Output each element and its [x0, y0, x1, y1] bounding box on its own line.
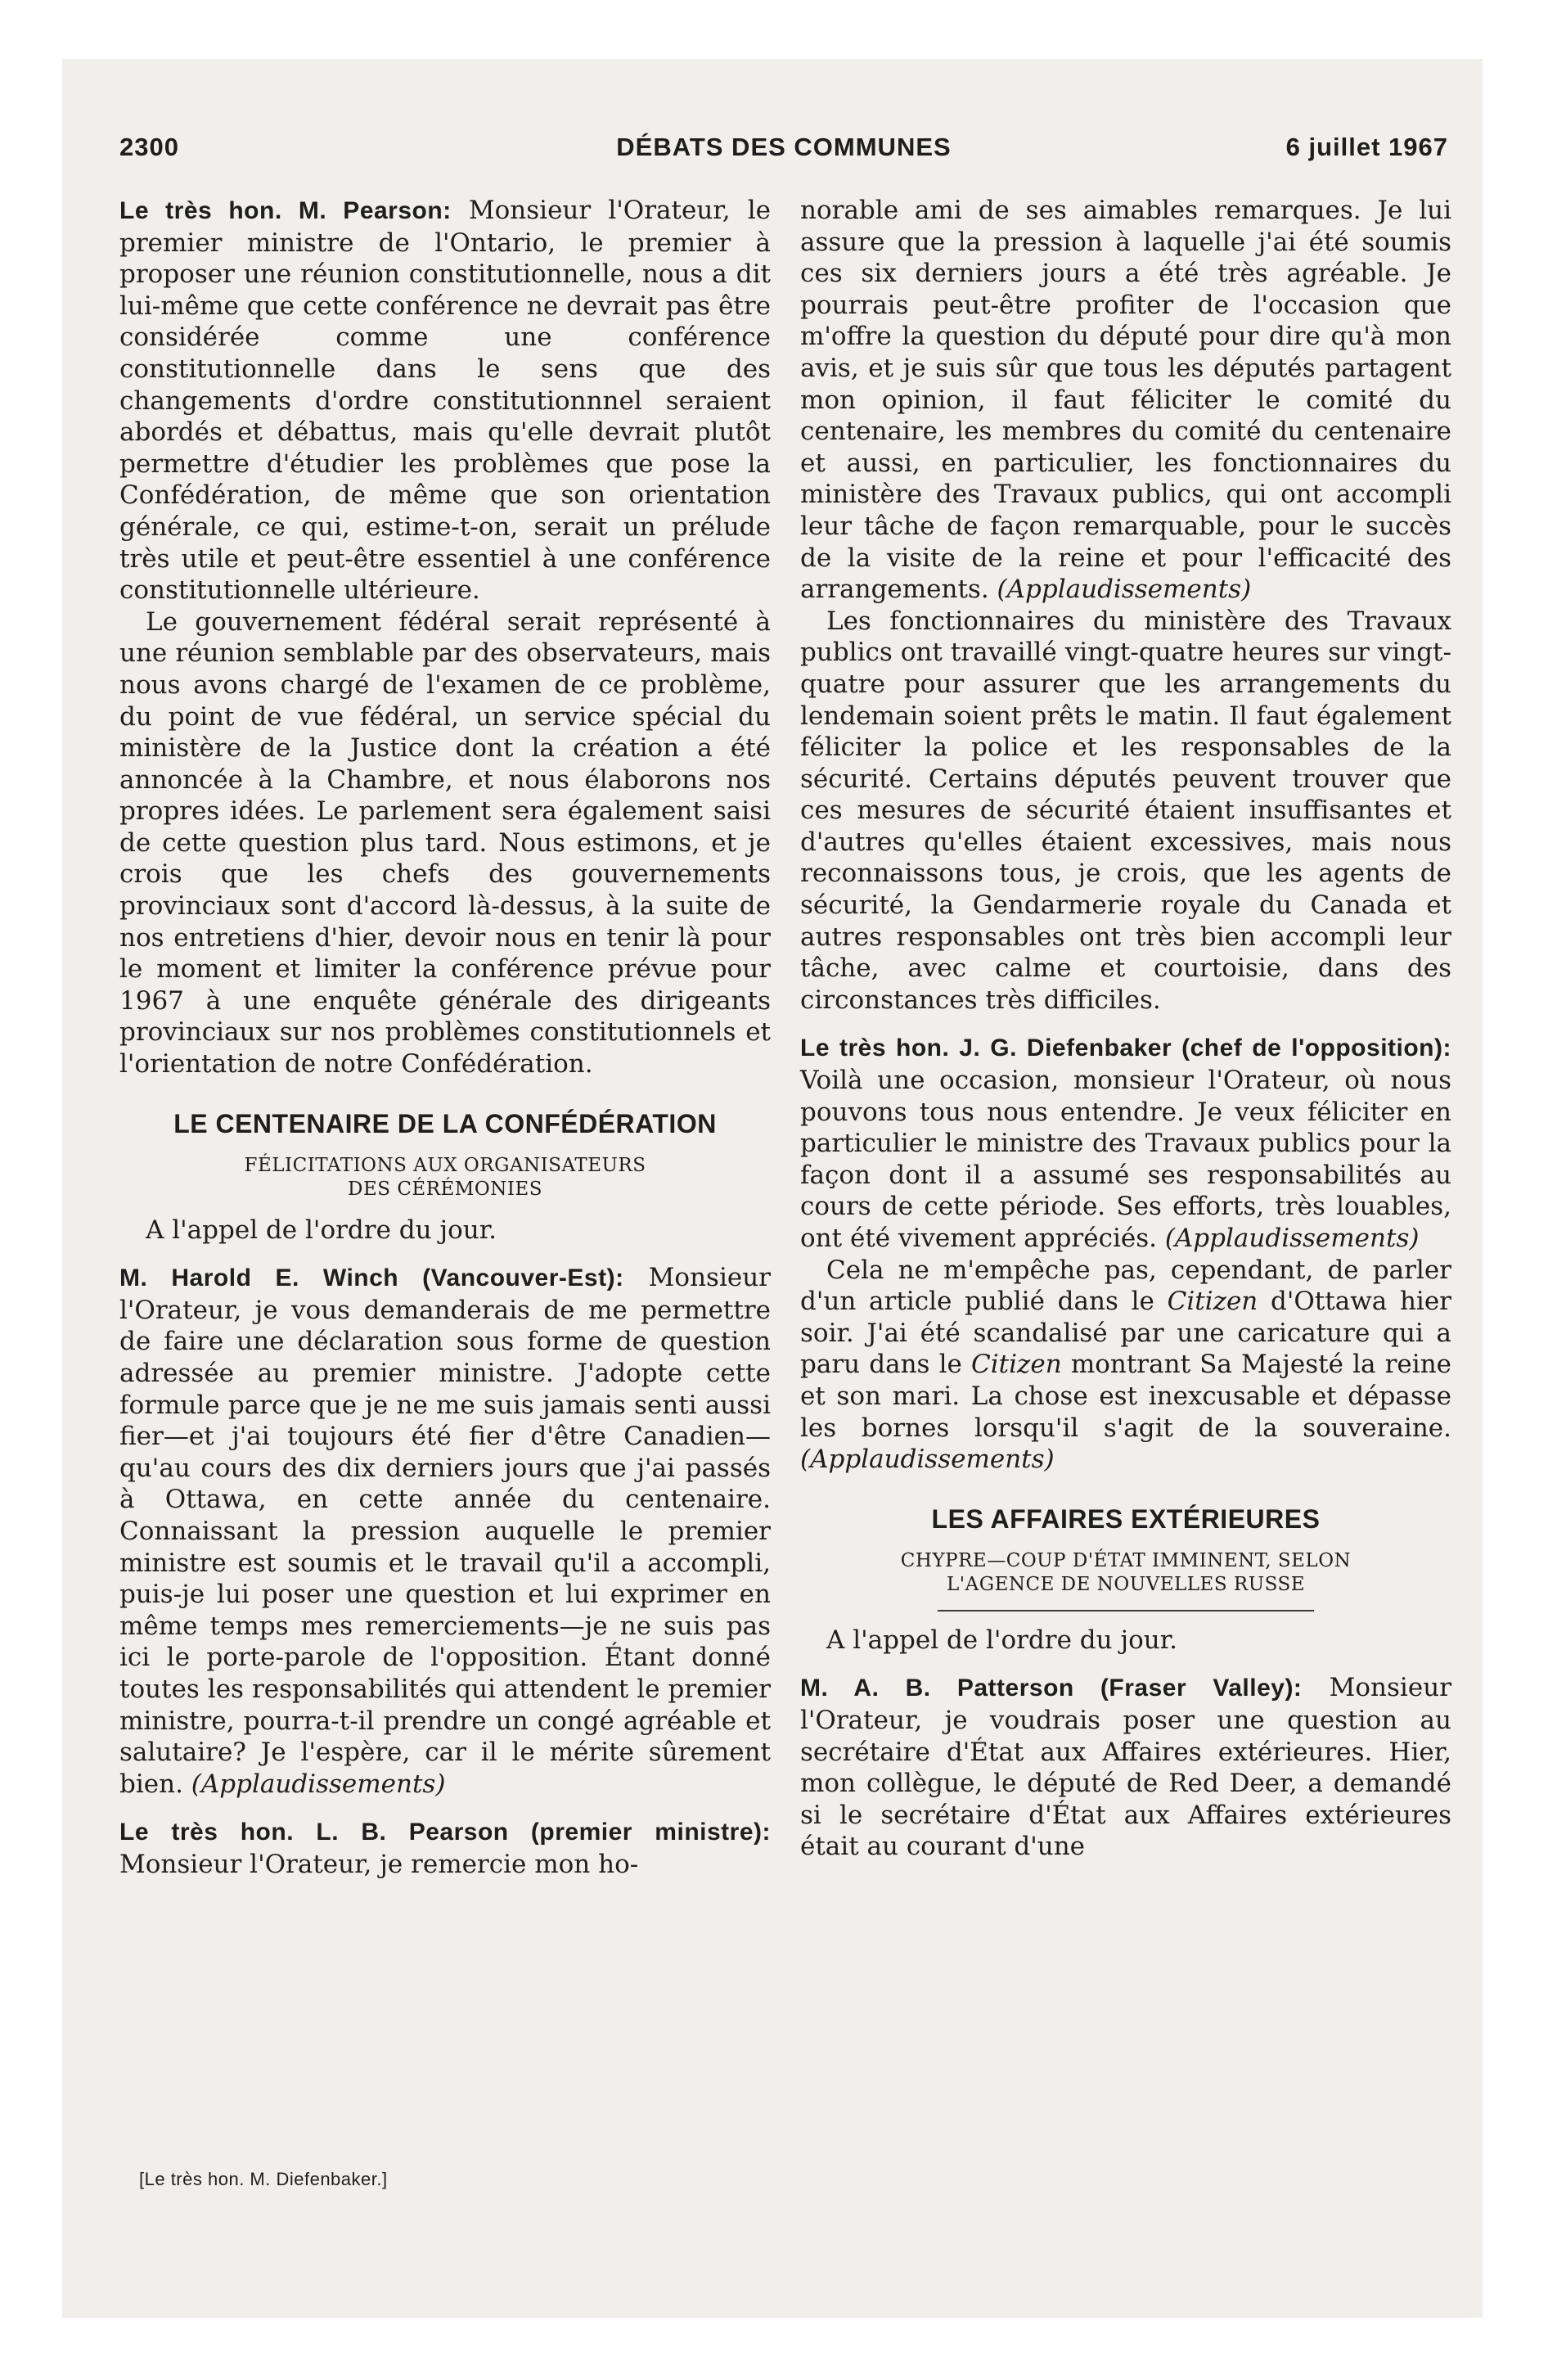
speaker-name: Le très hon. M. Pearson: — [119, 197, 452, 224]
left-column — [119, 195, 771, 1881]
paragraph — [800, 1255, 1451, 1476]
subheading-line: CHYPRE—COUP D'ÉTAT IMMINENT, SELON — [900, 1549, 1352, 1571]
speech-text: d'Ottawa hier soir. J'ai été scandalisé par une caricature qui a paru dans le — [800, 1287, 1451, 1380]
journal-title: DÉBATS DES COMMUNES — [616, 133, 952, 161]
subheading-line: FÉLICITATIONS AUX ORGANISATEURS — [244, 1154, 646, 1176]
speech-text: Cela ne m'empêche pas, cependant, de parler d'un article publié dans le — [800, 1255, 1451, 1317]
subheading-line: L'AGENCE DE NOUVELLES RUSSE — [946, 1573, 1305, 1595]
speech-text: Voilà une occasion, monsieur l'Orateur, où nous pouvons tous nous entendre. Je veux féliciter en particulier le ministre des Travaux publics pour la façon dont il a assumé ses responsabilités au cours de cette période. Ses efforts, très louables, ont été vivement appréciés. — [800, 1066, 1451, 1253]
right-column — [800, 195, 1451, 1863]
speech-text: Monsieur l'Orateur, le premier ministre de l'Ontario, le premier à proposer une réunion constitutionnelle, nous a dit lui-même que cette conférence ne devrait pas être considérée comme une conférence constitutionnelle dans le sens que des changements d'ordre constitutionnnel seraient abordés et débattus, mais qu'elle devrait plutôt permettre d'étudier les problèmes que pose la Confédération, de même que son orientation générale, ce qui, estime-t-on, serait un prélude très utile et peut-être essentiel à une conférence constitutionnelle ultérieure. — [119, 196, 771, 606]
applause-note: (Applaudissements) — [800, 1445, 1055, 1475]
speech-text: montrant Sa Majesté la reine et son mari. La chose est inexcusable et dépasse les bornes lorsqu'il s'agit de la souveraine. — [800, 1350, 1452, 1443]
speaker-name: Le très hon. L. B. Pearson (premier ministre): — [119, 1819, 771, 1846]
issue-date: 6 juillet 1967 — [1285, 133, 1448, 161]
applause-note: (Applaudissements) — [1164, 1224, 1420, 1253]
paragraph — [800, 195, 1451, 606]
order-of-day: A l'appel de l'ordre du jour. — [826, 1625, 1177, 1655]
speech-text: Monsieur l'Orateur, je remercie mon ho- — [119, 1849, 639, 1879]
order-of-day: A l'appel de l'ordre du jour. — [146, 1215, 497, 1245]
speaker-name: Le très hon. J. G. Diefenbaker (chef de l'opposition): — [800, 1034, 1451, 1062]
page-header — [119, 133, 1448, 174]
speech-text: Monsieur l'Orateur, je voudrais poser une question au secrétaire d'État aux Affaires extérieures. Hier, mon collègue, le député de Red Deer, a demandé si le secrétaire d'État aux Affaires extérieures était au courant d'une — [800, 1673, 1451, 1862]
paragraph — [119, 1262, 771, 1800]
speaker-name: M. A. B. Patterson (Fraser Valley): — [800, 1675, 1303, 1702]
speech-text: norable ami de ses aimables remarques. Je lui assure que la pression à laquelle j'ai été soumis ces six derniers jours a été très agréable. Je pourrais peut-être profiter de l'occasion que m'offre la question du député pour dire qu'à mon avis, et je suis sûr que tous les députés partagent mon opinion, il faut féliciter le comité du centenaire, les membres du comité du centenaire et aussi, en particulier, les fonctionnaires du ministère des Travaux publics, qui ont accompli leur tâche de façon remarquable, pour le succès de la visite de la reine et pour l'efficacité des arrangements. — [800, 196, 1451, 605]
paragraph: Le gouvernement fédéral serait représenté à une réunion semblable par des observateurs, mais nous avons chargé de l'examen de ce problème, du point de vue fédéral, un service spécial du ministère de la Justice dont la création a été annoncée à la Chambre, et nous élaborons nos propres idées. Le parlement sera également saisi de cette question plus tard. Nous estimons, et je crois que les chefs des gouvernements provinciaux sont d'accord là-dessus, à la suite de nos entretiens d'hier, devoir nous en tenir là pour le moment et limiter la conférence prévue pour 1967 à une enquête générale des dirigeants provinciaux sur nos problèmes constitutionnels et l'orientation de notre Confédération. — [119, 606, 771, 1080]
speech-text: Monsieur l'Orateur, je vous demanderais de me permettre de faire une déclaration sous forme de question adressée au premier ministre. J'adopte cette formule parce que je ne me suis jamais senti aussi fier—et j'ai toujours été fier d'être Canadien—qu'au cours des dix derniers jours que j'ai passés à Ottawa, en cette année du centenaire. Connaissant la pression auquelle le premier ministre est soumis et le travail qu'il a accompli, puis-je lui poser une question et lui exprimer en même temps mes remerciements—je ne suis pas ici le porte-parole de l'opposition. Étant donné toutes les responsabilités qui attendent le premier ministre, pourra-t-il prendre un congé agréable et salutaire? Je l'espère, car il le mérite sûrement bien. — [119, 1263, 771, 1799]
subheading-line: DES CÉRÉMONIES — [348, 1178, 542, 1200]
paragraph: Les fonctionnaires du ministère des Travaux publics ont travaillé vingt-quatre heures sur vingt-quatre pour assurer que les arrangements du lendemain soient prêts le matin. Il faut également féliciter la police et les responsables de la sécurité. Certains députés peuvent trouver que ces mesures de sécurité étaient insuffisantes et d'autres qu'elles étaient excessives, mais nous reconnaissons tous, je crois, que les agents de sécurité, la Gendarmerie royale du Canada et autres responsables ont très bien accompli leur tâche, avec calme et courtoisie, dans des circonstances très difficiles. — [800, 606, 1451, 1015]
paragraph — [800, 1672, 1451, 1863]
applause-note: (Applaudissements) — [191, 1769, 446, 1799]
newspaper-name: Citizen — [1167, 1287, 1258, 1317]
section-heading: LES AFFAIRES EXTÉRIEURES — [931, 1503, 1321, 1534]
divider-rule — [938, 1610, 1314, 1611]
page-number: 2300 — [119, 133, 179, 161]
applause-note: (Applaudissements) — [997, 575, 1252, 605]
continuation-footnote: [Le très hon. M. Diefenbaker.] — [139, 2169, 388, 2189]
paragraph — [119, 195, 771, 606]
newspaper-name: Citizen — [971, 1350, 1062, 1380]
subheading — [119, 1154, 771, 1201]
section-heading: LE CENTENAIRE DE LA CONFÉDÉRATION — [173, 1108, 717, 1138]
speaker-name: M. Harold E. Winch (Vancouver-Est): — [119, 1264, 624, 1292]
paragraph — [800, 1032, 1451, 1254]
paragraph — [119, 1816, 771, 1880]
subheading — [800, 1549, 1451, 1597]
